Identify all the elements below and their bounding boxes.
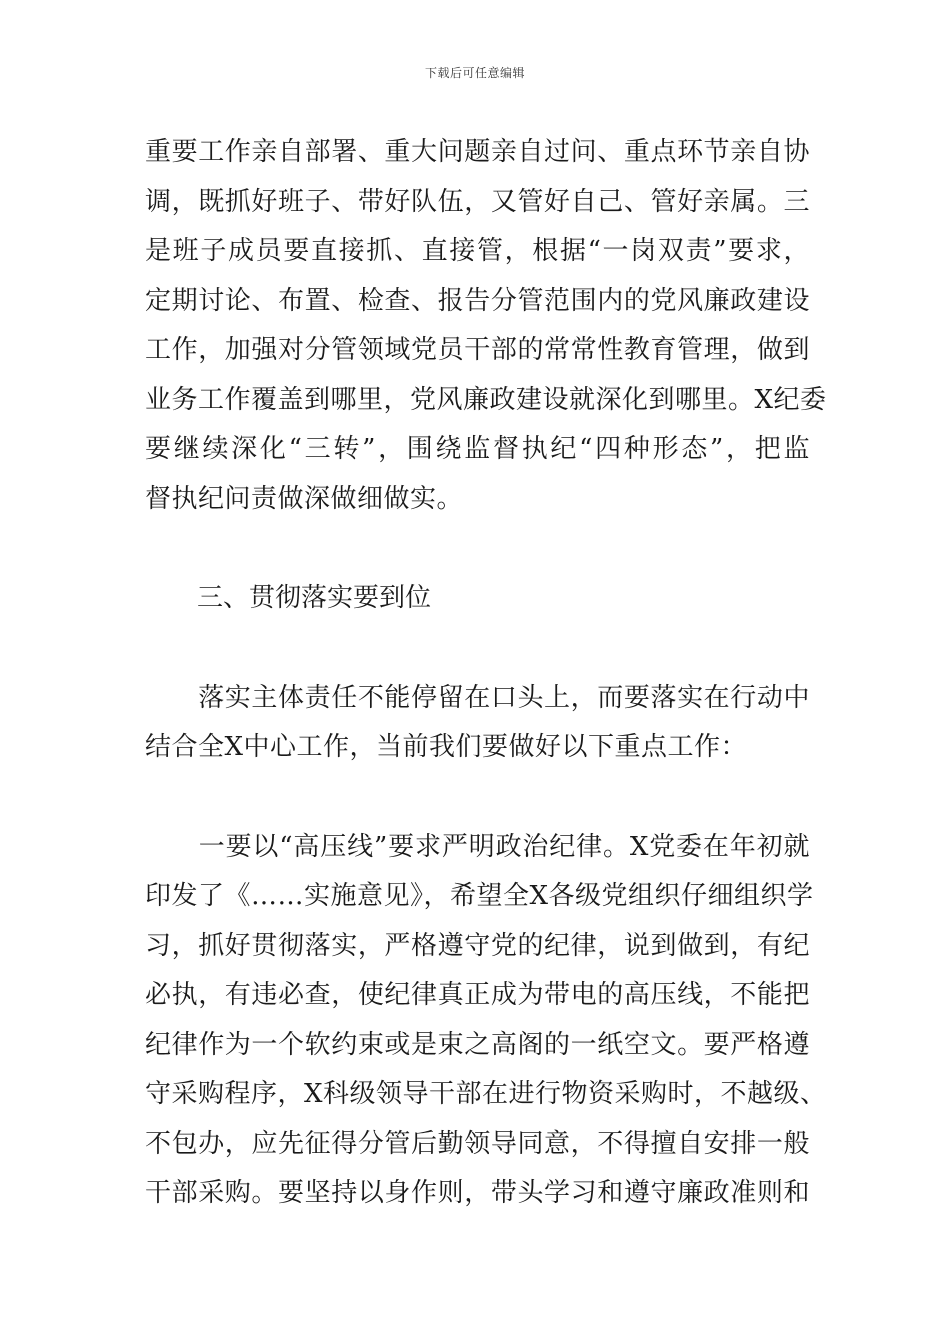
text-line: 业务工作覆盖到哪里，党风廉政建设就深化到哪里。X纪委 <box>145 384 827 415</box>
text-line: 习，抓好贯彻落实，严格遵守党的纪律，说到做到，有纪 <box>145 930 810 961</box>
text-line: 要继续深化“三转”，围绕监督执纪“四种形态”，把监 <box>145 434 810 464</box>
text-line: 是班子成员要直接抓、直接管，根据“一岗双责”要求， <box>145 236 810 266</box>
text-line: 督执纪问责做深做细做实。 <box>145 483 464 514</box>
text-line: 干部采购。要坚持以身作则，带头学习和遵守廉政准则和 <box>145 1178 810 1208</box>
text-line: 守采购程序，X科级领导干部在进行物资采购时，不越级、 <box>145 1079 827 1109</box>
paragraph-1 <box>145 128 827 524</box>
text-line: 工作，加强对分管领域党员干部的常常性教育管理，做到 <box>145 335 810 365</box>
text-line: 重要工作亲自部署、重大问题亲自过问、重点环节亲自协 <box>145 137 810 167</box>
paragraph-spacer <box>145 773 810 823</box>
paragraph-spacer <box>145 524 810 574</box>
text-line: 结合全X中心工作，当前我们要做好以下重点工作： <box>145 732 748 762</box>
paragraph-2 <box>145 674 810 773</box>
text-line: 必执，有违必查，使纪律真正成为带电的高压线，不能把 <box>145 980 810 1010</box>
text-line: 落实主体责任不能停留在口头上，而要落实在行动中 <box>145 682 810 713</box>
page-header: 下载后可任意编辑 <box>424 66 525 80</box>
paragraph-spacer <box>145 624 810 674</box>
text-line: 定期讨论、布置、检查、报告分管范围内的党风廉政建设 <box>145 285 810 316</box>
paragraph-3 <box>145 823 827 1219</box>
text-line: 纪律作为一个软约束或是束之高阁的一纸空文。要严格遵 <box>145 1029 810 1060</box>
document-body <box>145 128 827 1219</box>
section-heading: 三、贯彻落实要到位 <box>197 583 432 613</box>
text-line: 调，既抓好班子、带好队伍，又管好自己、管好亲属。三 <box>145 186 810 217</box>
text-line: 印发了《……实施意见》，希望全X各级党组织仔细组织学 <box>145 881 814 911</box>
text-line: 不包办，应先征得分管后勤领导同意，不得擅自安排一般 <box>145 1128 810 1159</box>
text-line: 一要以“高压线”要求严明政治纪律。X党委在年初就 <box>145 831 810 862</box>
